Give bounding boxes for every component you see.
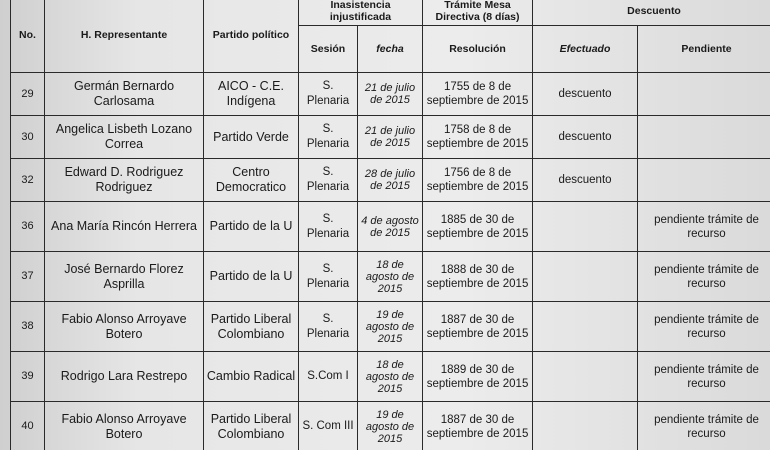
cell-sesion: S. Plenaria	[299, 73, 358, 116]
cell-resolucion: 1887 de 30 de septiembre de 2015	[423, 402, 533, 450]
cell-pendiente	[638, 73, 770, 116]
header-no: No.	[11, 0, 45, 73]
cell-fecha: 21 de julio de 2015	[358, 73, 423, 116]
representatives-table	[10, 0, 770, 450]
cell-no: 29	[11, 73, 45, 116]
header-resolucion: Resolución	[423, 26, 533, 73]
table-row	[11, 202, 770, 252]
header-row-top	[11, 0, 770, 26]
cell-sesion: S. Plenaria	[299, 302, 358, 352]
cell-pendiente: pendiente trámite de recurso	[638, 352, 770, 402]
cell-efectuado: descuento	[533, 116, 638, 159]
cell-pendiente: pendiente trámite de recurso	[638, 202, 770, 252]
cell-fecha: 19 de agosto de 2015	[358, 302, 423, 352]
table-row	[11, 116, 770, 159]
cell-representante: Angelica Lisbeth Lozano Correa	[45, 116, 204, 159]
cell-no: 39	[11, 352, 45, 402]
cell-sesion: S. Plenaria	[299, 116, 358, 159]
cell-no: 37	[11, 252, 45, 302]
cell-partido: AICO - C.E. Indígena	[204, 73, 299, 116]
cell-representante: Fabio Alonso Arroyave Botero	[45, 402, 204, 450]
header-pendiente: Pendiente	[638, 26, 770, 73]
header-fecha: fecha	[358, 26, 423, 73]
cell-sesion: S. Plenaria	[299, 252, 358, 302]
cell-resolucion: 1758 de 8 de septiembre de 2015	[423, 116, 533, 159]
cell-pendiente	[638, 116, 770, 159]
cell-resolucion: 1755 de 8 de septiembre de 2015	[423, 73, 533, 116]
cell-efectuado	[533, 302, 638, 352]
cell-sesion: S. Plenaria	[299, 202, 358, 252]
cell-pendiente: pendiente trámite de recurso	[638, 302, 770, 352]
cell-representante: José Bernardo Florez Asprilla	[45, 252, 204, 302]
cell-efectuado: descuento	[533, 159, 638, 202]
cell-fecha: 4 de agosto de 2015	[358, 202, 423, 252]
cell-efectuado	[533, 402, 638, 450]
cell-partido: Partido de la U	[204, 252, 299, 302]
cell-no: 38	[11, 302, 45, 352]
cell-no: 32	[11, 159, 45, 202]
table-row	[11, 159, 770, 202]
cell-partido: Partido Verde	[204, 116, 299, 159]
cell-fecha: 28 de julio de 2015	[358, 159, 423, 202]
cell-fecha: 18 de agosto de 2015	[358, 352, 423, 402]
cell-sesion: S. Plenaria	[299, 159, 358, 202]
cell-no: 36	[11, 202, 45, 252]
header-inasistencia: Inasistencia injustificada	[299, 0, 423, 26]
cell-resolucion: 1887 de 30 de septiembre de 2015	[423, 302, 533, 352]
cell-partido: Centro Democratico	[204, 159, 299, 202]
table-row	[11, 352, 770, 402]
cell-pendiente: pendiente trámite de recurso	[638, 402, 770, 450]
cell-efectuado	[533, 252, 638, 302]
header-tramite: Trámite Mesa Directiva (8 días)	[423, 0, 533, 26]
cell-no: 40	[11, 402, 45, 450]
cell-representante: Fabio Alonso Arroyave Botero	[45, 302, 204, 352]
cell-resolucion: 1888 de 30 de septiembre de 2015	[423, 252, 533, 302]
cell-partido: Partido de la U	[204, 202, 299, 252]
cell-fecha: 18 de agosto de 2015	[358, 252, 423, 302]
cell-partido: Partido Liberal Colombiano	[204, 302, 299, 352]
cell-fecha: 21 de julio de 2015	[358, 116, 423, 159]
header-partido: Partido político	[204, 0, 299, 73]
cell-partido: Cambio Radical	[204, 352, 299, 402]
cell-sesion: S. Com III	[299, 402, 358, 450]
cell-sesion: S.Com I	[299, 352, 358, 402]
cell-efectuado	[533, 202, 638, 252]
cell-representante: Edward D. Rodriguez Rodriguez	[45, 159, 204, 202]
header-descuento: Descuento	[533, 0, 770, 26]
cell-resolucion: 1889 de 30 de septiembre de 2015	[423, 352, 533, 402]
cell-representante: Ana María Rincón Herrera	[45, 202, 204, 252]
cell-representante: Germán Bernardo Carlosama	[45, 73, 204, 116]
cell-pendiente	[638, 159, 770, 202]
header-efectuado: Efectuado	[533, 26, 638, 73]
cell-pendiente: pendiente trámite de recurso	[638, 252, 770, 302]
cell-partido: Partido Liberal Colombiano	[204, 402, 299, 450]
table-row	[11, 302, 770, 352]
table-row	[11, 402, 770, 450]
cell-fecha: 19 de agosto de 2015	[358, 402, 423, 450]
header-sesion: Sesión	[299, 26, 358, 73]
cell-representante: Rodrigo Lara Restrepo	[45, 352, 204, 402]
table-row	[11, 252, 770, 302]
cell-resolucion: 1885 de 30 de septiembre de 2015	[423, 202, 533, 252]
cell-no: 30	[11, 116, 45, 159]
table-row	[11, 73, 770, 116]
header-representante: H. Representante	[45, 0, 204, 73]
cell-efectuado	[533, 352, 638, 402]
cell-efectuado: descuento	[533, 73, 638, 116]
cell-resolucion: 1756 de 8 de septiembre de 2015	[423, 159, 533, 202]
